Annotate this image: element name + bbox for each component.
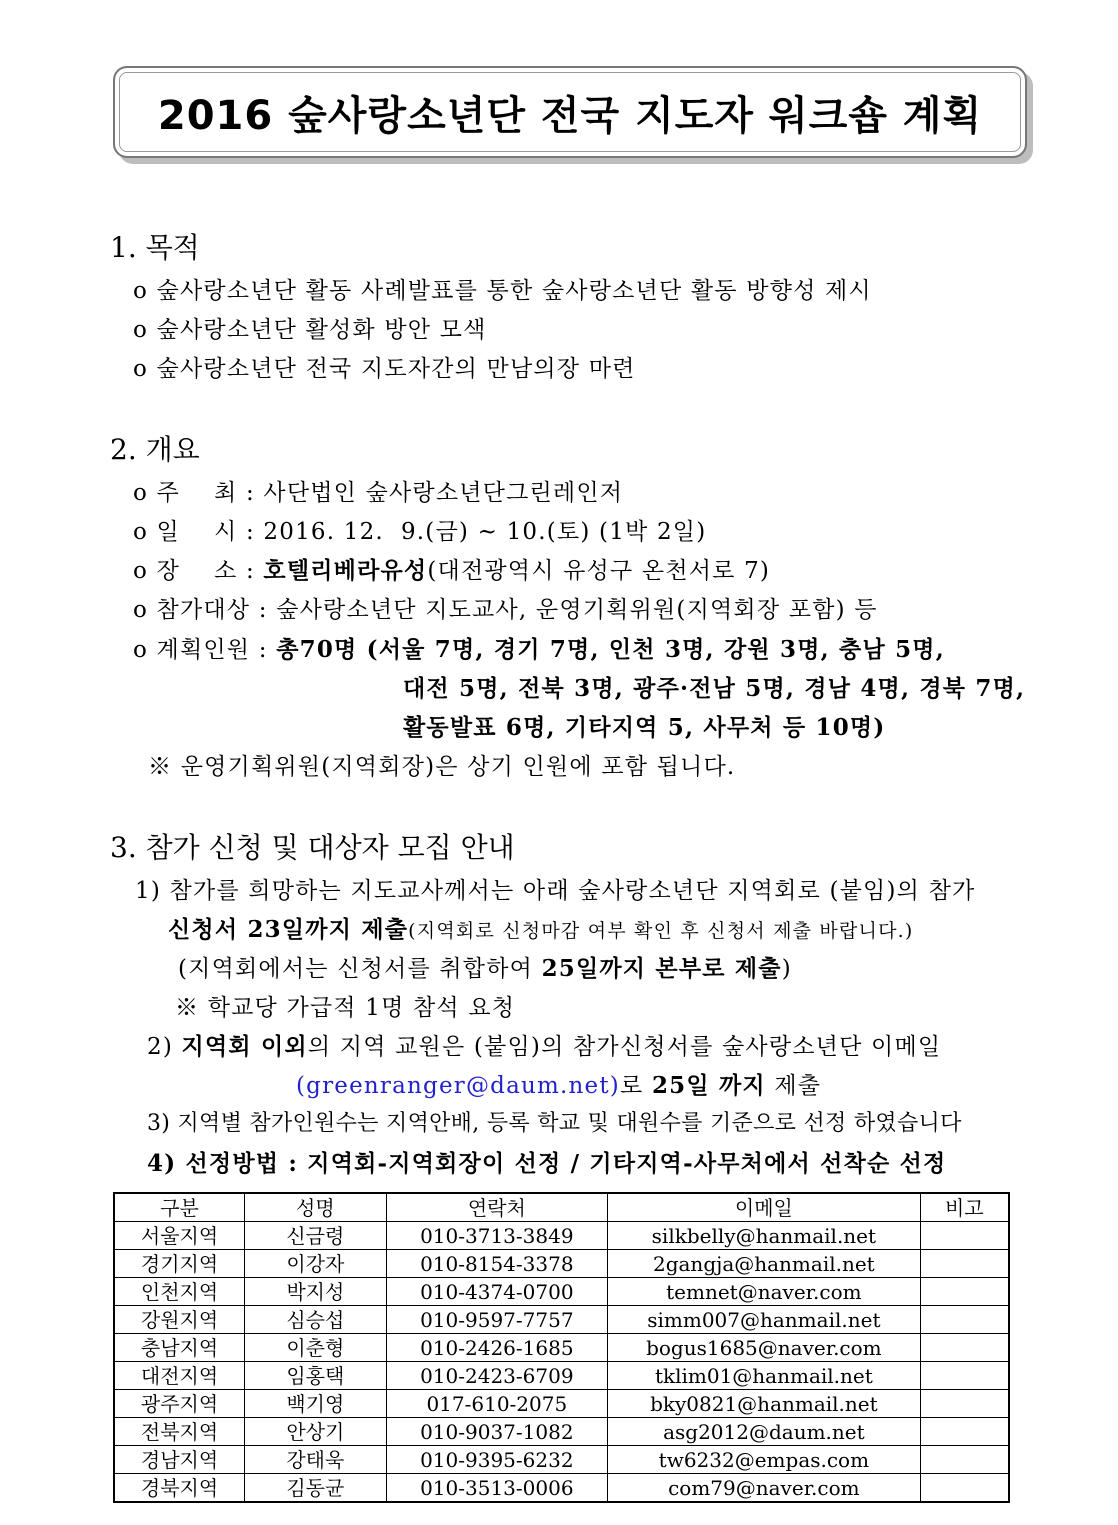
- apply-item-1-line-3: [178, 950, 792, 983]
- cell-phone: 010-9597-7757: [386, 1306, 607, 1334]
- item2-bold: 지역회 이외: [181, 1033, 308, 1060]
- cell-region: 서울지역: [114, 1222, 245, 1250]
- table-row: [114, 1362, 1009, 1390]
- cell-email: silkbelly@hanmail.net: [608, 1222, 921, 1250]
- overview-venue: [133, 552, 770, 585]
- cell-name: 임홍택: [245, 1362, 387, 1390]
- cell-name: 박지성: [245, 1278, 387, 1306]
- cell-note: [920, 1446, 1009, 1474]
- item2-tail-prefix: 로: [620, 1073, 652, 1099]
- header-email: 이메일: [608, 1193, 921, 1222]
- cell-note: [920, 1250, 1009, 1278]
- regional-note-suffix: ): [781, 956, 792, 982]
- cell-name: 강태욱: [245, 1446, 387, 1474]
- header-note: 비고: [920, 1193, 1009, 1222]
- cell-region: 인천지역: [114, 1278, 245, 1306]
- venue-name: 호텔리베라유성: [263, 557, 428, 584]
- table-header-row: [114, 1193, 1009, 1222]
- header-name: 성명: [245, 1193, 387, 1222]
- apply-item-2-line-2: [296, 1067, 821, 1100]
- table-row: [114, 1446, 1009, 1474]
- email-link[interactable]: (greenranger@daum.net): [296, 1073, 620, 1099]
- apply-item-1-line-1: 1) 참가를 희망하는 지도교사께서는 아래 숲사랑소년단 지역회로 (붙임)의 참가: [135, 878, 976, 904]
- cell-phone: 017-610-2075: [386, 1390, 607, 1418]
- contacts-table: [113, 1192, 1010, 1503]
- header-phone: 연락처: [386, 1193, 607, 1222]
- cell-email: com79@naver.com: [608, 1474, 921, 1503]
- item2-tail-suffix: 제출: [765, 1073, 822, 1099]
- overview-target: o 참가대상 : 숲사랑소년단 지도교사, 운영기획위원(지역회장 포함) 등: [133, 597, 878, 623]
- item2-number: 2): [147, 1034, 182, 1060]
- cell-email: tw6232@empas.com: [608, 1446, 921, 1474]
- apply-item-1-note: ※ 학교당 가급적 1명 참석 요청: [175, 995, 516, 1021]
- cell-region: 경남지역: [114, 1446, 245, 1474]
- cell-phone: 010-3513-0006: [386, 1474, 607, 1503]
- cell-email: asg2012@daum.net: [608, 1418, 921, 1446]
- cell-note: [920, 1334, 1009, 1362]
- cell-name: 이춘형: [245, 1334, 387, 1362]
- cell-name: 심승섭: [245, 1306, 387, 1334]
- cell-name: 안상기: [245, 1418, 387, 1446]
- regional-deadline: 25일까지 본부로 제출: [541, 955, 782, 982]
- cell-note: [920, 1418, 1009, 1446]
- plan-label: o 계획인원 :: [133, 637, 277, 663]
- venue-label: o 장 소 :: [133, 558, 264, 584]
- cell-phone: 010-3713-3849: [386, 1222, 607, 1250]
- table-row: [114, 1334, 1009, 1362]
- table-body: [114, 1222, 1009, 1503]
- cell-region: 충남지역: [114, 1334, 245, 1362]
- cell-name: 김동균: [245, 1474, 387, 1503]
- purpose-item-1: o 숲사랑소년단 활동 사례발표를 통한 숲사랑소년단 활동 방향성 제시: [133, 278, 872, 304]
- cell-email: simm007@hanmail.net: [608, 1306, 921, 1334]
- cell-region: 전북지역: [114, 1418, 245, 1446]
- cell-region: 광주지역: [114, 1390, 245, 1418]
- overview-note: ※ 운영기획위원(지역회장)은 상기 인원에 포함 됩니다.: [148, 754, 736, 780]
- overview-plan: [133, 631, 945, 664]
- venue-address: (대전광역시 유성구 온천서로 7): [427, 558, 771, 584]
- purpose-item-3: o 숲사랑소년단 전국 지도자간의 만남의장 마련: [133, 356, 636, 382]
- header-region: 구분: [114, 1193, 245, 1222]
- table-row: [114, 1390, 1009, 1418]
- cell-region: 경북지역: [114, 1474, 245, 1503]
- apply-deadline: 신청서 23일까지 제출: [168, 916, 409, 943]
- purpose-item-2: o 숲사랑소년단 활성화 방안 모색: [133, 317, 487, 343]
- cell-email: temnet@naver.com: [608, 1278, 921, 1306]
- cell-name: 신금령: [245, 1222, 387, 1250]
- plan-line-1: 총70명 (서울 7명, 경기 7명, 인천 3명, 강원 3명, 충남 5명,: [276, 636, 945, 663]
- overview-date: o 일 시 : 2016. 12. 9.(금) ~ 10.(토) (1박 2일): [133, 519, 707, 545]
- cell-note: [920, 1222, 1009, 1250]
- cell-name: 백기영: [245, 1390, 387, 1418]
- cell-note: [920, 1362, 1009, 1390]
- cell-region: 대전지역: [114, 1362, 245, 1390]
- table-row: [114, 1474, 1009, 1503]
- apply-item-3: 3) 지역별 참가인원수는 지역안배, 등록 학교 및 대원수를 기준으로 선정 하였습니다: [147, 1111, 962, 1136]
- table-row: [114, 1250, 1009, 1278]
- cell-phone: 010-2426-1685: [386, 1334, 607, 1362]
- section2-heading: 2. 개요: [110, 433, 200, 466]
- item2-text: 의 지역 교원은 (붙임)의 참가신청서를 숲사랑소년단 이메일: [307, 1034, 942, 1060]
- cell-phone: 010-2423-6709: [386, 1362, 607, 1390]
- cell-region: 경기지역: [114, 1250, 245, 1278]
- table-row: [114, 1222, 1009, 1250]
- cell-name: 이강자: [245, 1250, 387, 1278]
- cell-note: [920, 1474, 1009, 1503]
- apply-deadline-note: (지역회로 신청마감 여부 확인 후 신청서 제출 바랍니다.): [408, 920, 914, 942]
- section1-heading: 1. 목적: [110, 231, 200, 264]
- cell-phone: 010-9037-1082: [386, 1418, 607, 1446]
- cell-phone: 010-8154-3378: [386, 1250, 607, 1278]
- item2-deadline: 25일 까지: [651, 1072, 766, 1099]
- page-title: 2016 숲사랑소년단 전국 지도자 워크숍 계획: [157, 92, 983, 139]
- cell-note: [920, 1390, 1009, 1418]
- cell-email: tklim01@hanmail.net: [608, 1362, 921, 1390]
- cell-note: [920, 1278, 1009, 1306]
- title-box: [113, 66, 1027, 158]
- cell-note: [920, 1306, 1009, 1334]
- regional-note-prefix: (지역회에서는 신청서를 취합하여: [178, 956, 542, 982]
- table-row: [114, 1418, 1009, 1446]
- cell-phone: 010-9395-6232: [386, 1446, 607, 1474]
- cell-email: bogus1685@naver.com: [608, 1334, 921, 1362]
- section3-heading: 3. 참가 신청 및 대상자 모집 안내: [110, 831, 515, 864]
- plan-line-2: 대전 5명, 전북 3명, 광주·전남 5명, 경남 4명, 경북 7명,: [403, 675, 1026, 702]
- apply-item-1-line-2: [168, 911, 914, 944]
- overview-host: o 주 최 : 사단법인 숲사랑소년단그린레인저: [133, 480, 624, 506]
- cell-email: 2gangja@hanmail.net: [608, 1250, 921, 1278]
- apply-item-2-line-1: [147, 1028, 941, 1061]
- plan-line-3: 활동발표 6명, 기타지역 5, 사무처 등 10명): [403, 714, 886, 741]
- table-row: [114, 1306, 1009, 1334]
- table-row: [114, 1278, 1009, 1306]
- apply-item-4: 4) 선정방법 : 지역회-지역회장이 선정 / 기타지역-사무처에서 선착순 선정: [147, 1150, 947, 1177]
- cell-region: 강원지역: [114, 1306, 245, 1334]
- cell-phone: 010-4374-0700: [386, 1278, 607, 1306]
- cell-email: bky0821@hanmail.net: [608, 1390, 921, 1418]
